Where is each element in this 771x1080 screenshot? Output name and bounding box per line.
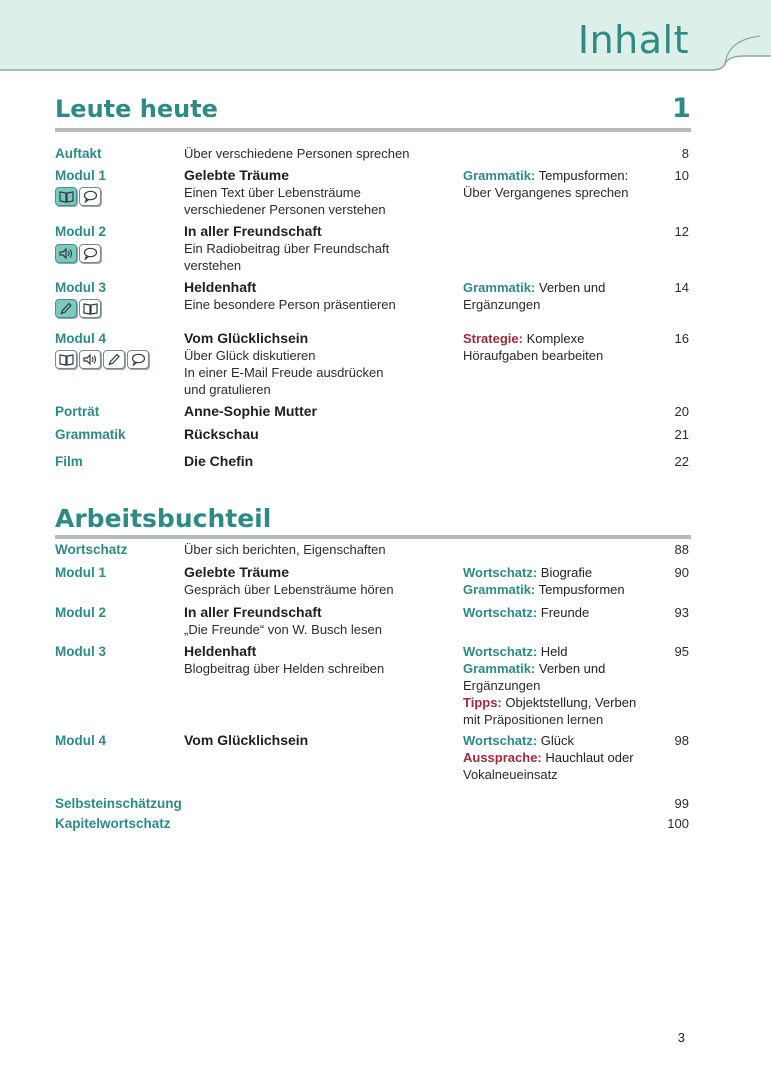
- page-ref-grammatik: 21: [674, 427, 689, 442]
- speech-bubble-icon: [127, 350, 149, 369]
- row-label-modul4: Modul 4: [55, 331, 106, 346]
- ab-row-label-kapitelwortschatz: Kapitelwortschatz: [55, 816, 171, 831]
- auftakt-text: Über verschiedene Personen sprechen: [184, 146, 410, 161]
- modul1-title: Gelebte Träume: [184, 167, 290, 183]
- ab-modul4-pronunciation: Aussprache: Hauchlaut oder: [463, 750, 634, 765]
- ab-wortschatz-text: Über sich berichten, Eigenschaften: [184, 542, 386, 557]
- modul2-desc: Ein Radiobeitrag über Freundschaft: [184, 241, 390, 256]
- skill-icons-modul4: [55, 350, 149, 369]
- chapter-title: Leute heute: [55, 95, 218, 123]
- ab-row-label-modul3: Modul 3: [55, 644, 106, 659]
- speaker-icon: [79, 350, 101, 369]
- page-ref-modul3: 14: [674, 280, 689, 295]
- film-title: Die Chefin: [184, 453, 254, 469]
- ab-modul1-title: Gelebte Träume: [184, 564, 290, 580]
- ab-page-ref-modul3: 95: [674, 644, 689, 659]
- arbeitsbuch-title: Arbeitsbuchteil: [55, 504, 272, 533]
- modul1-desc: verschiedener Personen verstehen: [184, 202, 386, 217]
- grammatik-title: Rückschau: [184, 426, 259, 442]
- modul4-desc: In einer E-Mail Freude ausdrücken: [184, 365, 384, 380]
- row-label-auftakt: Auftakt: [55, 146, 102, 161]
- page-number: 3: [677, 1030, 685, 1045]
- chapter-rule: [55, 128, 691, 132]
- row-label-grammatik: Grammatik: [55, 427, 126, 442]
- modul4-desc: Über Glück diskutieren: [184, 348, 316, 363]
- modul3-title: Heldenhaft: [184, 279, 257, 295]
- ab-modul2-desc: „Die Freunde“ von W. Busch lesen: [184, 622, 382, 637]
- ab-modul3-tips: Tipps: Objektstellung, Verben: [463, 695, 637, 710]
- modul2-desc: verstehen: [184, 258, 242, 273]
- skill-icons-modul3: [55, 299, 101, 318]
- portraet-title: Anne-Sophie Mutter: [184, 403, 317, 419]
- ab-modul3-desc: Blogbeitrag über Helden schreiben: [184, 661, 385, 676]
- ab-page-ref-modul1: 90: [674, 565, 689, 580]
- skill-icons-modul1: [55, 187, 101, 206]
- row-label-portraet: Porträt: [55, 404, 100, 419]
- ab-row-label-modul2: Modul 2: [55, 605, 106, 620]
- speech-bubble-icon: [79, 244, 101, 263]
- speaker-icon: [55, 244, 77, 263]
- ab-modul3-vocab: Wortschatz: Held: [463, 644, 568, 659]
- page-ref-film: 22: [674, 454, 689, 469]
- modul4-strategy: Strategie: Komplexe: [463, 331, 585, 346]
- ab-modul1-vocab: Wortschatz: Biografie: [463, 565, 593, 580]
- ab-row-label-selbsteinschaetzung: Selbsteinschätzung: [55, 796, 182, 811]
- page-ref-modul2: 12: [674, 224, 689, 239]
- book-icon: [55, 187, 77, 206]
- modul4-desc: und gratulieren: [184, 382, 271, 397]
- modul2-title: In aller Freundschaft: [184, 223, 322, 239]
- modul1-desc: Einen Text über Lebensträume: [184, 185, 361, 200]
- ab-page-ref-selbsteinschaetzung: 99: [674, 796, 689, 811]
- row-label-modul3: Modul 3: [55, 280, 106, 295]
- modul4-title: Vom Glücklichsein: [184, 330, 309, 346]
- page-title: Inhalt: [577, 18, 689, 62]
- page-ref-auftakt: 8: [681, 146, 689, 161]
- ab-modul3-title: Heldenhaft: [184, 643, 257, 659]
- ab-page-ref-modul4: 98: [674, 733, 689, 748]
- ab-modul2-title: In aller Freundschaft: [184, 604, 322, 620]
- ab-modul1-grammar: Grammatik: Tempusformen: [463, 582, 625, 597]
- arbeitsbuch-rule: [55, 535, 691, 539]
- ab-page-ref-kapitelwortschatz: 100: [667, 816, 689, 831]
- ab-page-ref-wortschatz: 88: [674, 542, 689, 557]
- book-icon: [55, 350, 77, 369]
- modul3-grammar-line2: Ergänzungen: [463, 297, 541, 312]
- modul3-grammar: Grammatik: Verben und: [463, 280, 606, 295]
- ab-modul4-title: Vom Glücklichsein: [184, 732, 309, 748]
- ab-modul2-vocab: Wortschatz: Freunde: [463, 605, 590, 620]
- ab-row-label-modul1: Modul 1: [55, 565, 106, 580]
- page-ref-portraet: 20: [674, 404, 689, 419]
- modul4-strategy-line2: Höraufgaben bearbeiten: [463, 348, 604, 363]
- ab-modul3-grammar: Grammatik: Verben und: [463, 661, 606, 676]
- pencil-icon: [55, 299, 77, 318]
- modul1-grammar-line2: Über Vergangenes sprechen: [463, 185, 629, 200]
- ab-modul1-desc: Gespräch über Lebensträume hören: [184, 582, 394, 597]
- ab-modul3-grammar-line2: Ergänzungen: [463, 678, 541, 693]
- ab-modul4-pronunciation-line2: Vokalneueinsatz: [463, 767, 558, 782]
- speech-bubble-icon: [79, 187, 101, 206]
- modul1-grammar: Grammatik: Tempusformen:: [463, 168, 629, 183]
- page-ref-modul1: 10: [674, 168, 689, 183]
- ab-modul4-vocab: Wortschatz: Glück: [463, 733, 574, 748]
- ab-row-label-modul4: Modul 4: [55, 733, 106, 748]
- row-label-modul2: Modul 2: [55, 224, 106, 239]
- pencil-icon: [103, 350, 125, 369]
- ab-page-ref-modul2: 93: [674, 605, 689, 620]
- page-ref-modul4: 16: [674, 331, 689, 346]
- book-icon: [79, 299, 101, 318]
- modul3-desc: Eine besondere Person präsentieren: [184, 297, 396, 312]
- row-label-modul1: Modul 1: [55, 168, 106, 183]
- ab-row-label-wortschatz: Wortschatz: [55, 542, 128, 557]
- row-label-film: Film: [55, 454, 83, 469]
- ab-modul3-tips-line2: mit Präpositionen lernen: [463, 712, 604, 727]
- skill-icons-modul2: [55, 244, 101, 263]
- chapter-number: 1: [672, 93, 691, 124]
